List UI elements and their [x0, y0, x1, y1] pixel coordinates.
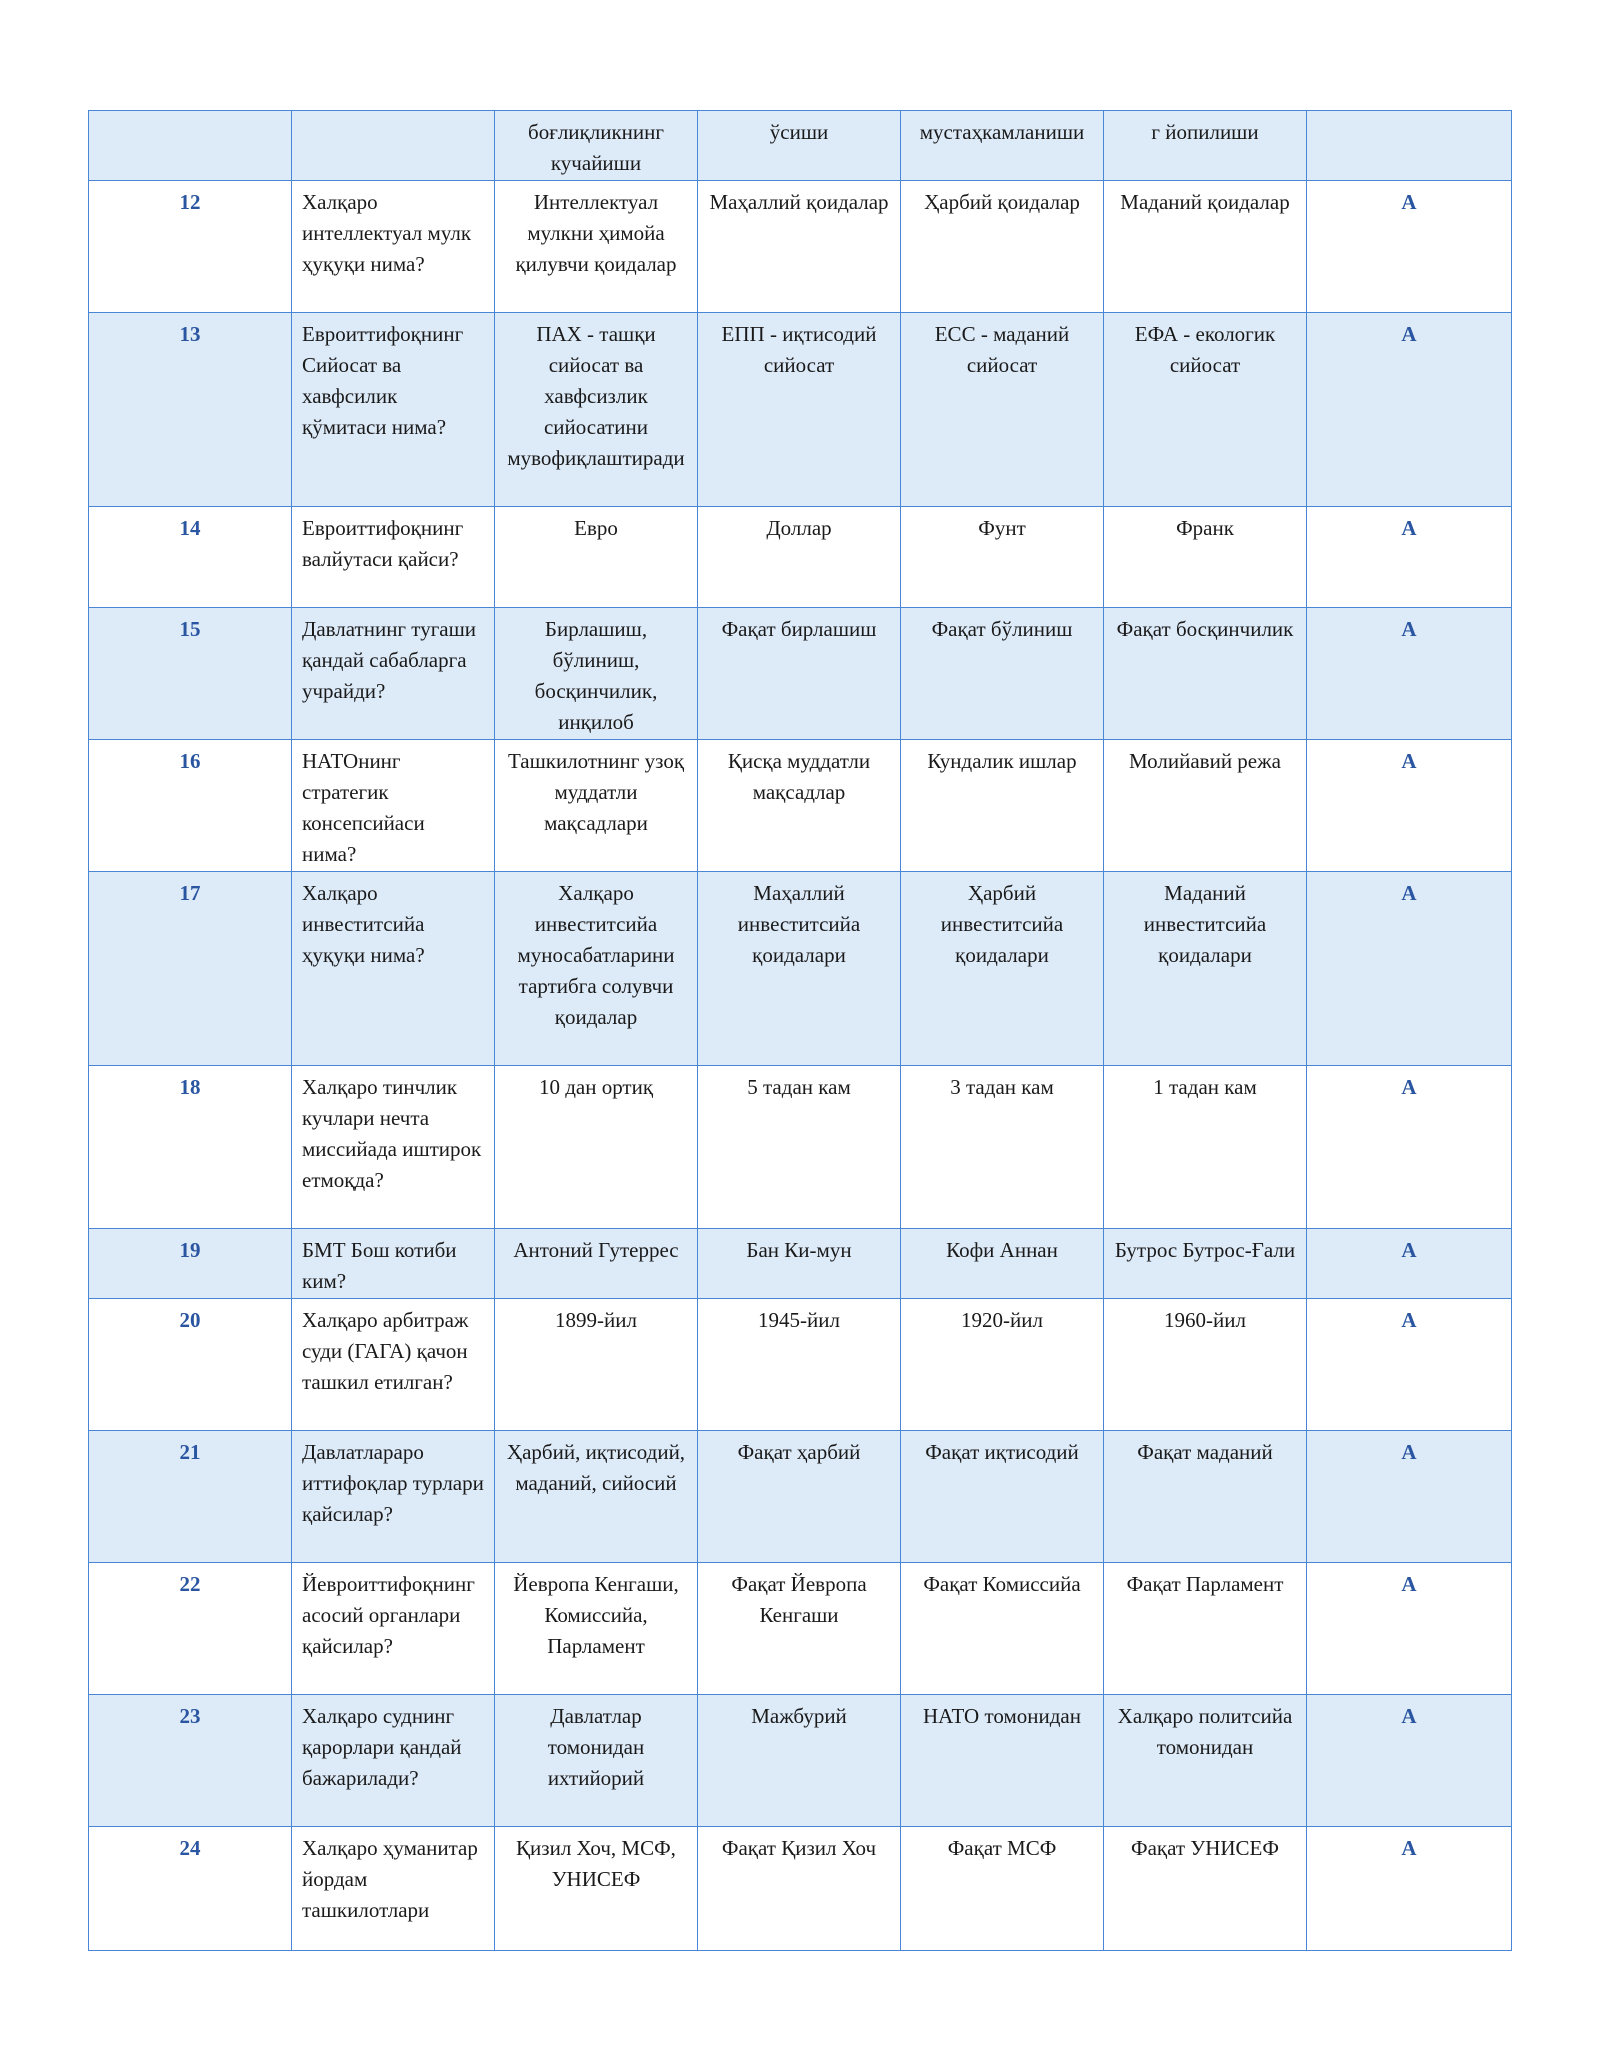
cell-option-c: Ҳарбий инвеститсийа қоидалари — [901, 872, 1104, 1066]
table-row — [89, 1299, 1512, 1431]
cell-option-d: Франк — [1104, 507, 1307, 608]
cell-option-d: Бутрос Бутрос-Ғали — [1104, 1229, 1307, 1299]
cell-option-a: 10 дан ортиқ — [495, 1066, 698, 1229]
cell-question: Йевроиттифоқнинг асосий органлари қайсилар? — [292, 1563, 495, 1695]
cell-option-a: ПАХ - ташқи сийосат ва хавфсизлик сийосатини мувофиқлаштиради — [495, 313, 698, 507]
table-row — [89, 1695, 1512, 1827]
quiz-table-body — [89, 111, 1512, 1951]
cell-option-c: Кундалик ишлар — [901, 740, 1104, 872]
cell-option-d: 1 тадан кам — [1104, 1066, 1307, 1229]
cell-option-d: Молийавий режа — [1104, 740, 1307, 872]
table-row — [89, 1431, 1512, 1563]
cell-question: БМТ Бош котиби ким? — [292, 1229, 495, 1299]
cell-answer: A — [1307, 507, 1512, 608]
table-row — [89, 872, 1512, 1066]
table-row — [89, 313, 1512, 507]
cell-question — [292, 111, 495, 181]
cell-number: 24 — [89, 1827, 292, 1951]
cell-option-d: ЕФА - екологик сийосат — [1104, 313, 1307, 507]
cell-answer: A — [1307, 1066, 1512, 1229]
table-row — [89, 1066, 1512, 1229]
cell-answer: A — [1307, 181, 1512, 313]
cell-number: 15 — [89, 608, 292, 740]
cell-option-c: мустаҳкамланиши — [901, 111, 1104, 181]
cell-option-c: ЕСС - маданий сийосат — [901, 313, 1104, 507]
cell-option-b: Фақат Қизил Хоч — [698, 1827, 901, 1951]
cell-question: Халқаро ҳуманитар йордам ташкилотлари — [292, 1827, 495, 1951]
cell-number — [89, 111, 292, 181]
cell-option-b: Маҳаллий инвеститсийа қоидалари — [698, 872, 901, 1066]
cell-option-b: 1945-йил — [698, 1299, 901, 1431]
cell-answer: A — [1307, 740, 1512, 872]
cell-option-a: Антоний Гутеррес — [495, 1229, 698, 1299]
cell-option-a: Интеллектуал мулкни ҳимойа қилувчи қоидалар — [495, 181, 698, 313]
cell-option-c: Фақат МСФ — [901, 1827, 1104, 1951]
cell-option-a: Халқаро инвеститсийа муносабатларини тартибга солувчи қоидалар — [495, 872, 698, 1066]
cell-option-d: Фақат маданий — [1104, 1431, 1307, 1563]
table-row — [89, 608, 1512, 740]
cell-number: 21 — [89, 1431, 292, 1563]
table-row — [89, 740, 1512, 872]
cell-number: 13 — [89, 313, 292, 507]
cell-answer — [1307, 111, 1512, 181]
cell-question: Давлатлараро иттифоқлар турлари қайсилар? — [292, 1431, 495, 1563]
cell-answer: A — [1307, 1827, 1512, 1951]
cell-option-b: Фақат ҳарбий — [698, 1431, 901, 1563]
cell-option-b: Қисқа муддатли мақсадлар — [698, 740, 901, 872]
cell-number: 16 — [89, 740, 292, 872]
cell-answer: A — [1307, 608, 1512, 740]
cell-option-c: Фақат бўлиниш — [901, 608, 1104, 740]
cell-option-b: Бан Ки-мун — [698, 1229, 901, 1299]
cell-option-a: Евро — [495, 507, 698, 608]
cell-answer: A — [1307, 313, 1512, 507]
cell-option-d: г йопилиши — [1104, 111, 1307, 181]
table-header-continuation-row — [89, 111, 1512, 181]
cell-option-b: Мажбурий — [698, 1695, 901, 1827]
cell-number: 20 — [89, 1299, 292, 1431]
cell-option-a: 1899-йил — [495, 1299, 698, 1431]
table-row — [89, 181, 1512, 313]
quiz-table — [88, 110, 1512, 1951]
cell-option-b: Фақат бирлашиш — [698, 608, 901, 740]
cell-option-c: Фунт — [901, 507, 1104, 608]
table-row — [89, 1229, 1512, 1299]
cell-answer: A — [1307, 1299, 1512, 1431]
cell-answer: A — [1307, 1695, 1512, 1827]
cell-option-b: Доллар — [698, 507, 901, 608]
cell-option-c: Фақат Комиссийа — [901, 1563, 1104, 1695]
cell-option-a: Ташкилотнинг узоқ муддатли мақсадлари — [495, 740, 698, 872]
cell-option-b: Маҳаллий қоидалар — [698, 181, 901, 313]
cell-option-a: Бирлашиш, бўлиниш, босқинчилик, инқилоб — [495, 608, 698, 740]
cell-option-b: ўсиши — [698, 111, 901, 181]
cell-option-b: Фақат Йевропа Кенгаши — [698, 1563, 901, 1695]
table-row — [89, 1563, 1512, 1695]
cell-option-c: Кофи Аннан — [901, 1229, 1104, 1299]
cell-option-a: Йевропа Кенгаши, Комиссийа, Парламент — [495, 1563, 698, 1695]
cell-question: Халқаро интеллектуал мулк ҳуқуқи нима? — [292, 181, 495, 313]
cell-option-c: Фақат иқтисодий — [901, 1431, 1104, 1563]
cell-question: Халқаро инвеститсийа ҳуқуқи нима? — [292, 872, 495, 1066]
cell-question: НАТОнинг стратегик консепсийаси нима? — [292, 740, 495, 872]
cell-option-c: НАТО томонидан — [901, 1695, 1104, 1827]
cell-option-a: Қизил Хоч, МСФ, УНИСЕФ — [495, 1827, 698, 1951]
cell-option-d: 1960-йил — [1104, 1299, 1307, 1431]
cell-question: Халқаро суднинг қарорлари қандай бажарилади? — [292, 1695, 495, 1827]
cell-option-c: 3 тадан кам — [901, 1066, 1104, 1229]
cell-option-a: Ҳарбий, иқтисодий, маданий, сийосий — [495, 1431, 698, 1563]
cell-number: 22 — [89, 1563, 292, 1695]
cell-number: 23 — [89, 1695, 292, 1827]
cell-option-c: 1920-йил — [901, 1299, 1104, 1431]
cell-answer: A — [1307, 1563, 1512, 1695]
cell-option-a: боғлиқликнинг кучайиши — [495, 111, 698, 181]
cell-option-d: Фақат Парламент — [1104, 1563, 1307, 1695]
cell-number: 19 — [89, 1229, 292, 1299]
cell-answer: A — [1307, 872, 1512, 1066]
cell-question: Халқаро тинчлик кучлари нечта миссийада иштирок етмоқда? — [292, 1066, 495, 1229]
table-row — [89, 507, 1512, 608]
cell-option-a: Давлатлар томонидан ихтийорий — [495, 1695, 698, 1827]
cell-question: Халқаро арбитраж суди (ГАГА) қачон ташкил етилган? — [292, 1299, 495, 1431]
cell-option-d: Фақат УНИСЕФ — [1104, 1827, 1307, 1951]
cell-option-c: Ҳарбий қоидалар — [901, 181, 1104, 313]
cell-option-b: ЕПП - иқтисодий сийосат — [698, 313, 901, 507]
cell-option-d: Маданий қоидалар — [1104, 181, 1307, 313]
cell-option-d: Фақат босқинчилик — [1104, 608, 1307, 740]
cell-option-b: 5 тадан кам — [698, 1066, 901, 1229]
cell-number: 18 — [89, 1066, 292, 1229]
table-row — [89, 1827, 1512, 1951]
cell-question: Евроиттифоқнинг Сийосат ва хавфсилик қўмитаси нима? — [292, 313, 495, 507]
cell-option-d: Халқаро политсийа томонидан — [1104, 1695, 1307, 1827]
cell-question: Евроиттифоқнинг валйутаси қайси? — [292, 507, 495, 608]
cell-number: 14 — [89, 507, 292, 608]
cell-question: Давлатнинг тугаши қандай сабабларга учрайди? — [292, 608, 495, 740]
cell-number: 17 — [89, 872, 292, 1066]
cell-answer: A — [1307, 1431, 1512, 1563]
cell-answer: A — [1307, 1229, 1512, 1299]
cell-number: 12 — [89, 181, 292, 313]
cell-option-d: Маданий инвеститсийа қоидалари — [1104, 872, 1307, 1066]
